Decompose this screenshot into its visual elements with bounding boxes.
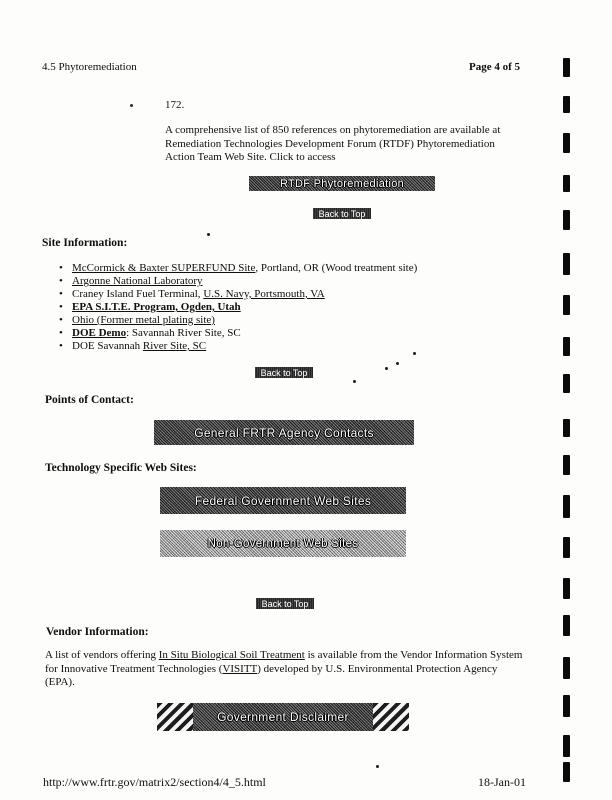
rtdf-link-banner[interactable]: RTDF Phytoremediation: [249, 176, 435, 191]
site-link[interactable]: DOE Demo: [72, 327, 127, 339]
stripe-decoration: [157, 703, 193, 731]
list-item: [72, 275, 417, 288]
vendor-information-heading: Vendor Information:: [46, 626, 149, 638]
list-item: [72, 327, 417, 340]
vendor-text: A list of vendors offering: [45, 649, 159, 661]
list-item: [72, 301, 417, 314]
site-detail: Craney Island Fuel Terminal,: [72, 288, 204, 300]
site-link[interactable]: River Site, SC: [142, 340, 207, 352]
points-of-contact-heading: Points of Contact:: [45, 394, 134, 406]
list-item: [72, 340, 417, 353]
stripe-decoration: [373, 703, 409, 731]
list-item: [72, 314, 417, 327]
site-detail: DOE Savannah: [72, 340, 143, 352]
site-link[interactable]: EPA S.I.T.E. Program, Ogden, Utah: [72, 301, 241, 313]
federal-sites-banner[interactable]: Federal Government Web Sites: [160, 487, 406, 514]
site-detail: : Savannah River Site, SC: [126, 327, 241, 339]
site-detail: , Portland, OR (Wood treatment site): [255, 262, 418, 274]
header-section-title: 4.5 Phytoremediation: [42, 61, 137, 73]
vendor-paragraph: [45, 649, 523, 690]
visitt-link[interactable]: VISITT: [222, 662, 258, 675]
technology-web-sites-heading: Technology Specific Web Sites:: [45, 462, 197, 474]
non-government-sites-banner[interactable]: Non-Government Web Sites: [160, 530, 406, 557]
list-item: [72, 262, 417, 275]
disclaimer-label: Government Disclaimer: [217, 710, 349, 724]
site-link[interactable]: U.S. Navy, Portsmouth, VA: [203, 288, 325, 300]
vendor-text: ) developed by U.S. Environmental Protection Agency (EPA).: [45, 662, 498, 688]
government-disclaimer-banner[interactable]: [157, 703, 409, 731]
back-to-top-button[interactable]: Back to Top: [313, 208, 371, 219]
rtdf-paragraph: A comprehensive list of 850 references on phytoremediation are available at Remediation Technologies Development Forum (RTDF) Phytoremediation Action Team Web Site. Click to access: [165, 124, 501, 163]
list-item: [72, 288, 417, 301]
vendor-text: is available from the Vendor Information System for Innovative Treatment Technologies (: [45, 649, 523, 675]
site-link[interactable]: Argonne National Laboratory: [72, 275, 203, 287]
back-to-top-button[interactable]: Back to Top: [255, 367, 313, 378]
back-to-top-button[interactable]: Back to Top: [256, 598, 314, 609]
site-link[interactable]: Ohio (Former metal plating site): [72, 314, 215, 326]
site-information-heading: Site Information:: [42, 237, 128, 249]
footer-date: 18-Jan-01: [478, 775, 526, 789]
scan-speck: [130, 104, 133, 107]
agency-contacts-banner[interactable]: General FRTR Agency Contacts: [154, 420, 414, 445]
reference-number: 172.: [165, 99, 185, 111]
in-situ-link[interactable]: In Situ Biological Soil Treatment: [158, 649, 305, 661]
site-link[interactable]: McCormick & Baxter SUPERFUND Site: [72, 262, 256, 274]
footer-url: http://www.frtr.gov/matrix2/section4/4_5.html: [43, 775, 266, 789]
site-list: [58, 262, 417, 353]
header-page-number: Page 4 of 5: [469, 61, 521, 73]
